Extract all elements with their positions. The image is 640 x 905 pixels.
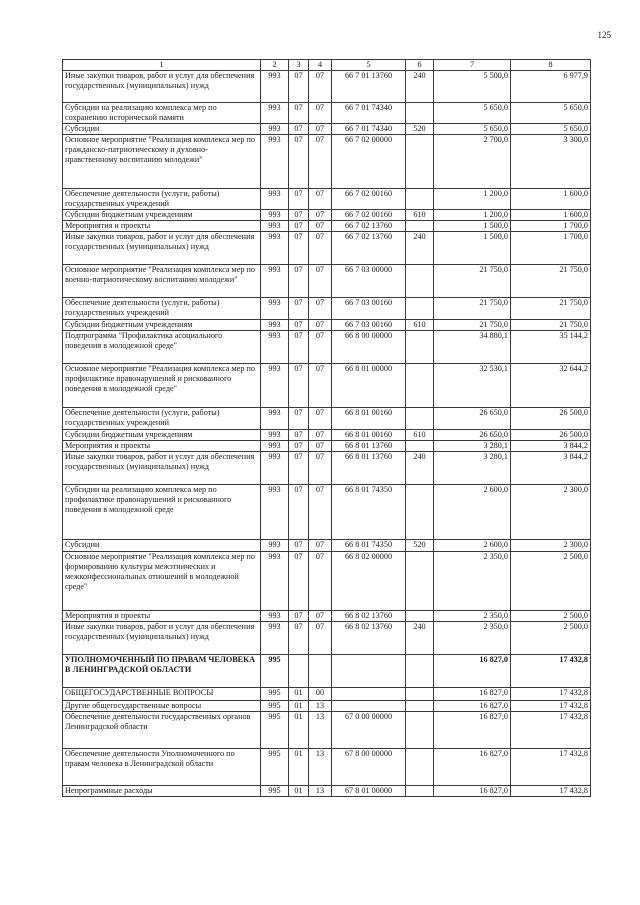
target-article-cell: 66 7 01 74340 (332, 103, 406, 124)
amount-year2-cell: 21 750,0 (511, 320, 591, 331)
ministry-code-cell: 995 (261, 786, 289, 797)
section-code-cell: 01 (289, 712, 309, 749)
subsection-code-cell: 07 (309, 364, 332, 408)
column-number: 5 (332, 60, 406, 71)
ministry-code-cell: 993 (261, 441, 289, 452)
target-article-cell: 67 0 00 00000 (332, 712, 406, 749)
item-name-cell: Субсидии бюджетным учреждениям (63, 430, 261, 441)
amount-year1-cell: 5 650,0 (434, 124, 511, 135)
item-name-cell: Основное мероприятие "Реализация комплекса мер по гражданско-патриотическому и духовно-нравственному воспитанию молодежи" (63, 135, 261, 189)
amount-year1-cell: 2 700,0 (434, 135, 511, 189)
subsection-code-cell: 07 (309, 221, 332, 232)
item-name-cell: Субсидии на реализацию комплекса мер по сохранению исторической памяти (63, 103, 261, 124)
table-row (63, 552, 591, 611)
section-code-cell: 07 (289, 71, 309, 103)
amount-year1-cell: 1 200,0 (434, 210, 511, 221)
amount-year1-cell: 16 827,0 (434, 701, 511, 712)
section-code-cell: 01 (289, 749, 309, 786)
subsection-code-cell: 07 (309, 265, 332, 298)
ministry-code-cell: 993 (261, 221, 289, 232)
table-row (63, 364, 591, 408)
expense-type-cell (406, 331, 434, 364)
expense-type-cell (406, 441, 434, 452)
amount-year2-cell: 21 750,0 (511, 265, 591, 298)
table-row (63, 611, 591, 622)
amount-year2-cell: 17 432,8 (511, 688, 591, 701)
section-code-cell: 07 (289, 485, 309, 540)
section-code-cell: 07 (289, 265, 309, 298)
page-number: 125 (597, 30, 611, 40)
subsection-code-cell: 07 (309, 622, 332, 655)
section-code-cell: 07 (289, 430, 309, 441)
subsection-code-cell: 13 (309, 786, 332, 797)
item-name-cell: ОБЩЕГОСУДАРСТВЕННЫЕ ВОПРОСЫ (63, 688, 261, 701)
section-code-cell: 01 (289, 688, 309, 701)
ministry-code-cell: 993 (261, 320, 289, 331)
item-name-cell: Субсидии (63, 124, 261, 135)
expense-type-cell (406, 189, 434, 210)
amount-year2-cell: 17 432,8 (511, 701, 591, 712)
ministry-code-cell: 993 (261, 622, 289, 655)
table-row (63, 701, 591, 712)
item-name-cell: Основное мероприятие "Реализация комплекса мер по военно-патриотическому воспитанию молодежи" (63, 265, 261, 298)
target-article-cell: 66 8 01 00000 (332, 364, 406, 408)
item-name-cell: Иные закупки товаров, работ и услуг для обеспечения государственных (муниципальных) нужд (63, 71, 261, 103)
item-name-cell: Субсидии бюджетным учреждениям (63, 320, 261, 331)
section-code-cell: 07 (289, 611, 309, 622)
item-name-cell: Субсидии на реализацию комплекса мер по профилактике правонарушений и рискованного поведения в молодежной среде (63, 485, 261, 540)
item-name-cell: Мероприятия и проекты (63, 441, 261, 452)
item-name-cell: Мероприятия и проекты (63, 611, 261, 622)
subsection-code-cell: 07 (309, 124, 332, 135)
table-row (63, 232, 591, 265)
expense-type-cell (406, 265, 434, 298)
item-name-cell: Обеспечение деятельности государственных органов Ленинградской области (63, 712, 261, 749)
column-number-row (63, 60, 591, 71)
amount-year2-cell: 6 977,9 (511, 71, 591, 103)
subsection-code-cell: 07 (309, 135, 332, 189)
table-row (63, 540, 591, 552)
ministry-code-cell: 993 (261, 103, 289, 124)
subsection-code-cell: 07 (309, 452, 332, 485)
amount-year1-cell: 5 500,0 (434, 71, 511, 103)
ministry-code-cell: 993 (261, 331, 289, 364)
table-row (63, 430, 591, 441)
subsection-code-cell (309, 655, 332, 688)
amount-year1-cell: 1 500,0 (434, 221, 511, 232)
table-row (63, 103, 591, 124)
subsection-code-cell: 07 (309, 611, 332, 622)
amount-year2-cell: 2 500,0 (511, 611, 591, 622)
expense-type-cell: 240 (406, 71, 434, 103)
amount-year2-cell: 21 750,0 (511, 298, 591, 320)
column-number: 1 (63, 60, 261, 71)
ministry-code-cell: 993 (261, 430, 289, 441)
amount-year1-cell: 21 750,0 (434, 265, 511, 298)
target-article-cell: 66 7 02 00160 (332, 189, 406, 210)
item-name-cell: Обеспечение деятельности (услуги, работы) государственных учреждений (63, 408, 261, 430)
subsection-code-cell: 07 (309, 485, 332, 540)
item-name-cell: Субсидии (63, 540, 261, 552)
item-name-cell: Другие общегосударственные вопросы (63, 701, 261, 712)
amount-year2-cell: 1 700,0 (511, 232, 591, 265)
amount-year2-cell: 5 650,0 (511, 124, 591, 135)
ministry-code-cell: 993 (261, 232, 289, 265)
ministry-code-cell: 995 (261, 688, 289, 701)
ministry-code-cell: 993 (261, 124, 289, 135)
column-number: 6 (406, 60, 434, 71)
item-name-cell: Субсидии бюджетным учреждениям (63, 210, 261, 221)
expense-type-cell (406, 611, 434, 622)
subsection-code-cell: 07 (309, 408, 332, 430)
section-code-cell: 07 (289, 552, 309, 611)
amount-year1-cell: 16 827,0 (434, 688, 511, 701)
column-number: 2 (261, 60, 289, 71)
subsection-code-cell: 07 (309, 210, 332, 221)
expense-type-cell (406, 103, 434, 124)
section-code-cell: 07 (289, 221, 309, 232)
section-code-cell: 07 (289, 320, 309, 331)
amount-year2-cell: 1 600,0 (511, 189, 591, 210)
ministry-code-cell: 993 (261, 364, 289, 408)
table-row (63, 189, 591, 210)
subsection-code-cell: 13 (309, 701, 332, 712)
subsection-code-cell: 07 (309, 320, 332, 331)
expense-type-cell: 610 (406, 430, 434, 441)
amount-year2-cell: 1 700,0 (511, 221, 591, 232)
table-row (63, 786, 591, 797)
amount-year1-cell: 16 827,0 (434, 712, 511, 749)
section-code-cell: 07 (289, 364, 309, 408)
section-code-cell: 07 (289, 189, 309, 210)
table-row (63, 712, 591, 749)
ministry-code-cell: 995 (261, 701, 289, 712)
section-code-cell: 07 (289, 298, 309, 320)
expense-type-cell (406, 408, 434, 430)
section-code-cell: 07 (289, 124, 309, 135)
amount-year2-cell: 3 300,0 (511, 135, 591, 189)
amount-year1-cell: 1 200,0 (434, 189, 511, 210)
target-article-cell: 66 8 01 74350 (332, 485, 406, 540)
target-article-cell: 66 8 01 74350 (332, 540, 406, 552)
expense-type-cell (406, 221, 434, 232)
item-name-cell: Основное мероприятие "Реализация комплекса мер по формированию культуры межэтнических и межконфессиональных отношений в молодежной среде" (63, 552, 261, 611)
expense-type-cell: 240 (406, 232, 434, 265)
target-article-cell (332, 655, 406, 688)
section-code-cell: 07 (289, 232, 309, 265)
amount-year1-cell: 2 350,0 (434, 611, 511, 622)
amount-year2-cell: 3 844,2 (511, 441, 591, 452)
target-article-cell: 66 7 03 00160 (332, 298, 406, 320)
amount-year1-cell: 2 350,0 (434, 622, 511, 655)
expense-type-cell (406, 485, 434, 540)
target-article-cell: 66 7 01 74340 (332, 124, 406, 135)
target-article-cell: 66 8 01 13760 (332, 441, 406, 452)
amount-year2-cell: 5 650,0 (511, 103, 591, 124)
section-code-cell: 07 (289, 540, 309, 552)
amount-year1-cell: 26 650,0 (434, 408, 511, 430)
target-article-cell: 66 7 02 00160 (332, 210, 406, 221)
expense-type-cell (406, 712, 434, 749)
ministry-code-cell: 993 (261, 485, 289, 540)
expense-type-cell (406, 701, 434, 712)
section-code-cell: 07 (289, 408, 309, 430)
table-row (63, 622, 591, 655)
subsection-code-cell: 07 (309, 441, 332, 452)
ministry-code-cell: 993 (261, 135, 289, 189)
amount-year1-cell: 16 827,0 (434, 786, 511, 797)
target-article-cell: 66 7 02 13760 (332, 232, 406, 265)
expense-type-cell (406, 364, 434, 408)
amount-year1-cell: 34 880,1 (434, 331, 511, 364)
amount-year2-cell: 26 500,0 (511, 430, 591, 441)
section-code-cell: 07 (289, 622, 309, 655)
item-name-cell: Обеспечение деятельности (услуги, работы) государственных учреждений (63, 298, 261, 320)
amount-year1-cell: 21 750,0 (434, 298, 511, 320)
ministry-code-cell: 995 (261, 655, 289, 688)
amount-year1-cell: 32 530,1 (434, 364, 511, 408)
item-name-cell: Мероприятия и проекты (63, 221, 261, 232)
column-number: 4 (309, 60, 332, 71)
section-code-cell: 01 (289, 786, 309, 797)
amount-year1-cell: 3 280,1 (434, 452, 511, 485)
amount-year1-cell: 2 600,0 (434, 540, 511, 552)
subsection-code-cell: 13 (309, 749, 332, 786)
subsection-code-cell: 07 (309, 552, 332, 611)
subsection-code-cell: 13 (309, 712, 332, 749)
target-article-cell: 66 8 01 00160 (332, 430, 406, 441)
amount-year2-cell: 17 432,8 (511, 786, 591, 797)
column-number: 7 (434, 60, 511, 71)
ministry-code-cell: 993 (261, 210, 289, 221)
amount-year2-cell: 17 432,8 (511, 749, 591, 786)
table-row (63, 749, 591, 786)
target-article-cell: 66 7 02 00000 (332, 135, 406, 189)
target-article-cell: 66 7 01 13760 (332, 71, 406, 103)
subsection-code-cell: 07 (309, 189, 332, 210)
table-row (63, 441, 591, 452)
amount-year1-cell: 16 827,0 (434, 655, 511, 688)
table-row (63, 655, 591, 688)
table-row (63, 408, 591, 430)
expense-type-cell (406, 552, 434, 611)
table-row (63, 688, 591, 701)
expense-type-cell: 520 (406, 124, 434, 135)
amount-year2-cell: 26 500,0 (511, 408, 591, 430)
ministry-code-cell: 993 (261, 298, 289, 320)
target-article-cell: 66 8 02 13760 (332, 611, 406, 622)
target-article-cell: 66 7 02 13760 (332, 221, 406, 232)
item-name-cell: Подпрограмма "Профилактика асоциального поведения в молодежной среде" (63, 331, 261, 364)
ministry-code-cell: 993 (261, 189, 289, 210)
table-row (63, 320, 591, 331)
subsection-code-cell: 07 (309, 232, 332, 265)
table-row (63, 485, 591, 540)
table-row (63, 210, 591, 221)
section-code-cell: 07 (289, 103, 309, 124)
section-code-cell (289, 655, 309, 688)
table-row (63, 135, 591, 189)
column-number: 3 (289, 60, 309, 71)
amount-year2-cell: 35 144,2 (511, 331, 591, 364)
expense-type-cell: 520 (406, 540, 434, 552)
amount-year2-cell: 2 300,0 (511, 485, 591, 540)
expense-type-cell: 240 (406, 622, 434, 655)
amount-year1-cell: 21 750,0 (434, 320, 511, 331)
amount-year2-cell: 2 300,0 (511, 540, 591, 552)
ministry-code-cell: 993 (261, 265, 289, 298)
target-article-cell: 67 8 01 00000 (332, 786, 406, 797)
target-article-cell: 66 8 02 00000 (332, 552, 406, 611)
ministry-code-cell: 995 (261, 749, 289, 786)
column-number: 8 (511, 60, 591, 71)
amount-year1-cell: 1 500,0 (434, 232, 511, 265)
subsection-code-cell: 07 (309, 71, 332, 103)
target-article-cell (332, 688, 406, 701)
amount-year1-cell: 5 650,0 (434, 103, 511, 124)
ministry-code-cell: 993 (261, 611, 289, 622)
target-article-cell: 66 7 03 00000 (332, 265, 406, 298)
amount-year2-cell: 17 432,8 (511, 655, 591, 688)
target-article-cell: 66 8 02 13760 (332, 622, 406, 655)
expense-type-cell (406, 786, 434, 797)
target-article-cell: 66 8 01 13760 (332, 452, 406, 485)
amount-year1-cell: 2 350,0 (434, 552, 511, 611)
item-name-cell: Обеспечение деятельности (услуги, работы) государственных учреждений (63, 189, 261, 210)
section-code-cell: 07 (289, 441, 309, 452)
ministry-code-cell: 993 (261, 552, 289, 611)
table-row (63, 452, 591, 485)
section-code-cell: 07 (289, 135, 309, 189)
item-name-cell: Обеспечение деятельности Уполномоченного по правам человека в Ленинградской области (63, 749, 261, 786)
expense-type-cell: 610 (406, 320, 434, 331)
target-article-cell: 66 8 00 00000 (332, 331, 406, 364)
amount-year2-cell: 2 500,0 (511, 552, 591, 611)
subsection-code-cell: 07 (309, 540, 332, 552)
ministry-code-cell: 993 (261, 408, 289, 430)
subsection-code-cell: 07 (309, 430, 332, 441)
table-row (63, 71, 591, 103)
expense-type-cell (406, 298, 434, 320)
table-row (63, 221, 591, 232)
amount-year1-cell: 3 280,1 (434, 441, 511, 452)
section-code-cell: 07 (289, 452, 309, 485)
ministry-code-cell: 993 (261, 452, 289, 485)
item-name-cell: Основное мероприятие "Реализация комплекса мер по профилактике правонарушений и рискованного поведения в молодежной среде" (63, 364, 261, 408)
amount-year2-cell: 32 644,2 (511, 364, 591, 408)
item-name-cell: Иные закупки товаров, работ и услуг для обеспечения государственных (муниципальных) нужд (63, 452, 261, 485)
expense-type-cell (406, 749, 434, 786)
expense-type-cell (406, 135, 434, 189)
section-code-cell: 07 (289, 210, 309, 221)
table-row (63, 265, 591, 298)
ministry-code-cell: 993 (261, 540, 289, 552)
amount-year1-cell: 2 600,0 (434, 485, 511, 540)
target-article-cell: 66 8 01 00160 (332, 408, 406, 430)
target-article-cell: 66 7 03 00160 (332, 320, 406, 331)
subsection-code-cell: 07 (309, 331, 332, 364)
amount-year1-cell: 16 827,0 (434, 749, 511, 786)
budget-table (62, 59, 591, 797)
subsection-code-cell: 07 (309, 298, 332, 320)
amount-year2-cell: 1 600,0 (511, 210, 591, 221)
item-name-cell: УПОЛНОМОЧЕННЫЙ ПО ПРАВАМ ЧЕЛОВЕКА В ЛЕНИНГРАДСКОЙ ОБЛАСТИ (63, 655, 261, 688)
amount-year1-cell: 26 650,0 (434, 430, 511, 441)
table-row (63, 331, 591, 364)
subsection-code-cell: 07 (309, 103, 332, 124)
amount-year2-cell: 3 844,2 (511, 452, 591, 485)
target-article-cell: 67 8 00 00000 (332, 749, 406, 786)
subsection-code-cell: 00 (309, 688, 332, 701)
table-row (63, 124, 591, 135)
target-article-cell (332, 701, 406, 712)
amount-year2-cell: 17 432,8 (511, 712, 591, 749)
item-name-cell: Иные закупки товаров, работ и услуг для обеспечения государственных (муниципальных) нужд (63, 622, 261, 655)
expense-type-cell (406, 688, 434, 701)
amount-year2-cell: 2 500,0 (511, 622, 591, 655)
expense-type-cell: 610 (406, 210, 434, 221)
ministry-code-cell: 995 (261, 712, 289, 749)
section-code-cell: 07 (289, 331, 309, 364)
expense-type-cell (406, 655, 434, 688)
expense-type-cell: 240 (406, 452, 434, 485)
table-row (63, 298, 591, 320)
item-name-cell: Непрограммные расходы (63, 786, 261, 797)
section-code-cell: 01 (289, 701, 309, 712)
ministry-code-cell: 993 (261, 71, 289, 103)
table-body (63, 60, 591, 797)
item-name-cell: Иные закупки товаров, работ и услуг для обеспечения государственных (муниципальных) нужд (63, 232, 261, 265)
